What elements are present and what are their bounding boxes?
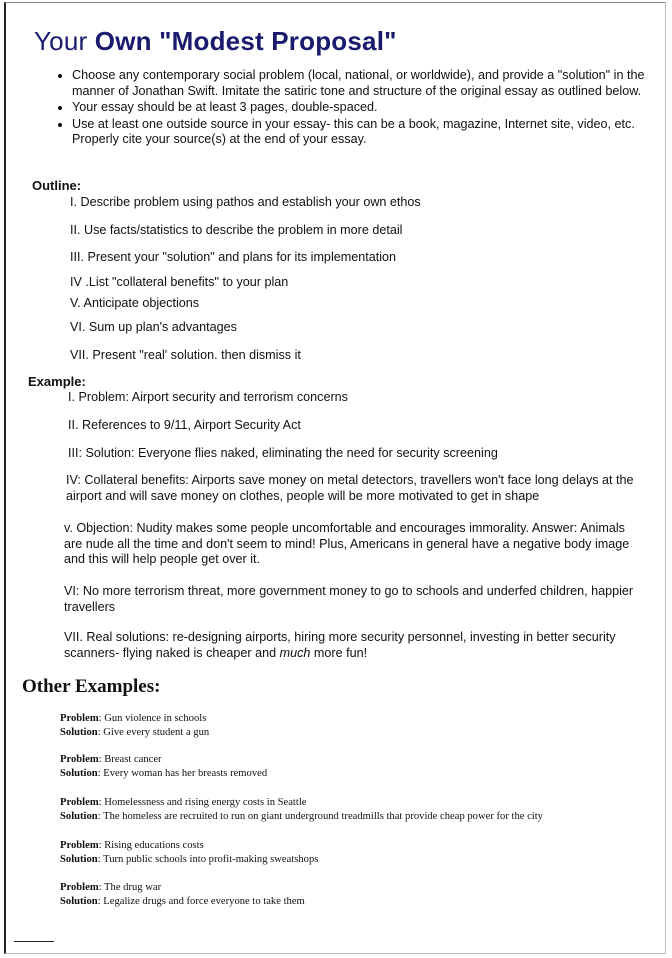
outline-item: II. Use facts/statistics to describe the problem in more detail <box>70 223 403 237</box>
example-final-text: VII. Real solutions: re-designing airports, hiring more security personnel, investing in better security scanners- flying naked is cheaper and <box>64 630 616 660</box>
solution-text: Legalize drugs and force everyone to take them <box>103 896 305 907</box>
instruction-item: • Use at least one outside source in your essay- this can be a book, magazine, Internet site, video, etc. Properly cite your source(s) at the end of your essay. <box>72 117 672 148</box>
solution-text: Give every student a gun <box>103 727 210 738</box>
outline-heading: Outline: <box>32 178 82 193</box>
example-item: II. References to 9/11, Airport Security Act <box>68 418 301 432</box>
example-final-tail: more fun! <box>310 645 368 660</box>
example-final-emphasis: much <box>279 645 311 660</box>
outline-item: IV .List "collateral benefits" to your plan <box>70 275 289 289</box>
problem-text: Homelessness and rising energy costs in Seattle <box>104 797 307 808</box>
title-part-1: Your <box>34 26 95 56</box>
problem-label: Problem <box>60 840 99 851</box>
problem-label: Problem <box>60 882 99 893</box>
example-item: VI: No more terrorism threat, more government money to go to schools and underfed children, happier travellers <box>64 584 634 614</box>
example-item: v. Objection: Nudity makes some people uncomfortable and encourages immorality. Answer: Animals are nude all the time and don't seem to mind! Plus, Americans in general have a negative body image and this will help people get over it. <box>64 521 630 566</box>
solution-label: Solution <box>60 768 98 779</box>
instruction-item: • Choose any contemporary social problem (local, national, or worldwide), and provide a "solution" in the manner of Jonathan Swift. Imitate the satiric tone and structure of the original essay as outlined below. <box>72 68 672 99</box>
problem-text: Rising educations costs <box>104 840 204 851</box>
outline-item: III. Present your "solution" and plans for its implementation <box>70 250 397 264</box>
footer-rule <box>14 941 54 942</box>
instructions-list <box>54 68 672 149</box>
page-title <box>34 26 397 57</box>
example-item: I. Problem: Airport security and terrorism concerns <box>68 390 348 404</box>
outline-item: VII. Present "real' solution. then dismiss it <box>70 348 301 362</box>
solution-label: Solution <box>60 811 98 822</box>
solution-text: Turn public schools into profit-making sweatshops <box>103 854 319 865</box>
title-part-2: Own "Modest Proposal" <box>94 26 397 56</box>
example-heading: Example: <box>28 374 86 389</box>
outline-item: V. Anticipate objections <box>70 296 200 310</box>
instruction-item: • Your essay should be at least 3 pages, double-spaced. <box>72 100 672 116</box>
problem-label: Problem <box>60 754 99 765</box>
problem-label: Problem <box>60 713 99 724</box>
solution-label: Solution <box>60 896 98 907</box>
problem-label: Problem <box>60 797 99 808</box>
problem-text: Breast cancer <box>104 754 162 765</box>
example-pair: Problem: The drug war Solution: Legalize drugs and force everyone to take them <box>60 882 305 907</box>
example-item: IV: Collateral benefits: Airports save money on metal detectors, travellers won't face long delays at the airport and will save money on clothes, people will be more motivated to get in shape <box>66 473 634 503</box>
other-examples-heading: Other Examples: <box>22 676 161 697</box>
example-pair: Problem: Breast cancer Solution: Every woman has her breasts removed <box>60 754 268 779</box>
example-item: III: Solution: Everyone flies naked, eliminating the need for security screening <box>68 446 498 460</box>
example-pair: Problem: Rising educations costs Solution: Turn public schools into profit-making sweatshops <box>60 840 319 865</box>
problem-text: The drug war <box>104 882 162 893</box>
solution-label: Solution <box>60 727 98 738</box>
solution-label: Solution <box>60 854 98 865</box>
example-pair: Problem: Gun violence in schools Solution: Give every student a gun <box>60 713 210 738</box>
example-pair: Problem: Homelessness and rising energy costs in Seattle Solution: The homeless are recruited to run on giant underground treadmills that provide cheap power for the city <box>60 797 543 822</box>
solution-text: The homeless are recruited to run on giant underground treadmills that provide cheap power for the city <box>103 811 543 822</box>
outline-item: I. Describe problem using pathos and establish your own ethos <box>70 195 421 209</box>
solution-text: Every woman has her breasts removed <box>103 768 268 779</box>
problem-text: Gun violence in schools <box>104 713 207 724</box>
outline-item: VI. Sum up plan's advantages <box>70 320 237 334</box>
example-item-final <box>64 630 649 661</box>
